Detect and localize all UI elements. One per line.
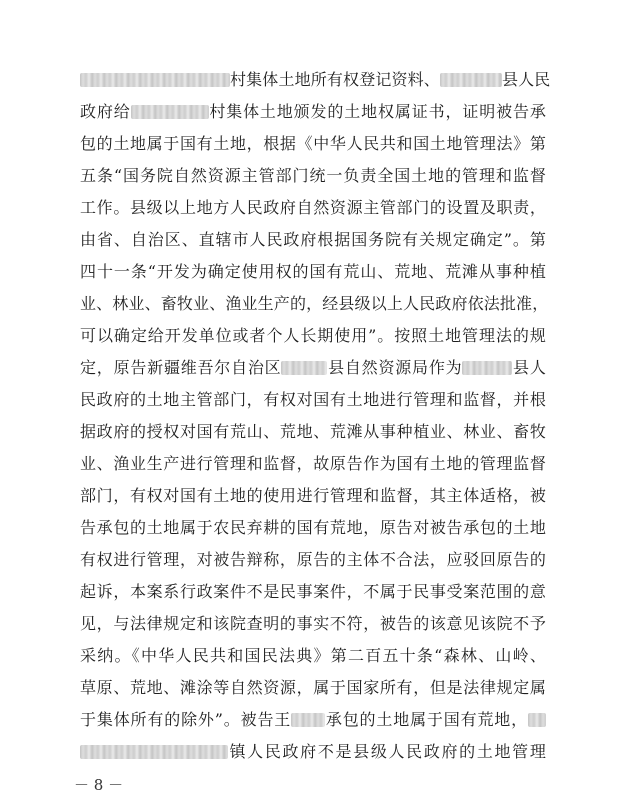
text-line-20 <box>80 678 546 698</box>
text-line-1 <box>80 70 551 90</box>
text-line-10 <box>80 358 546 378</box>
text-line-18 <box>80 614 546 634</box>
text-segment: 于集体所有的除外”。被告王 <box>80 710 292 729</box>
text-segment: 起诉，本案系行政案件不是民事案件，不属于民事受案范围的意 <box>80 582 546 601</box>
redaction-block <box>528 713 546 727</box>
text-segment: 有权进行管理，对被告辩称，原告的主体不合法，应驳回原告的 <box>80 550 546 569</box>
redaction-block <box>80 745 228 759</box>
text-line-12 <box>80 422 546 442</box>
text-segment: 定，原告新疆维吾尔自治区 <box>80 358 282 377</box>
redaction-block <box>281 361 327 375</box>
redaction-block <box>462 361 512 375</box>
text-line-17 <box>80 582 546 602</box>
text-line-22 <box>80 742 546 762</box>
text-line-5 <box>80 198 546 218</box>
text-segment: 部门，有权对国有土地的使用进行管理和监督，其主体适格，被 <box>80 486 546 505</box>
text-segment: 五条“国务院自然资源主管部门统一负责全国土地的管理和监督 <box>80 166 546 185</box>
text-segment: 业、林业、畜牧业、渔业生产的，经县级以上人民政府依法批准， <box>80 294 549 313</box>
text-segment: 由省、自治区、直辖市人民政府根据国务院有关规定确定”。第 <box>80 230 546 249</box>
text-segment: 县人 <box>512 358 546 377</box>
text-line-7 <box>80 262 546 282</box>
text-segment: 采纳。《中华人民共和国民法典》第二百五十条“森林、山岭、 <box>80 646 546 665</box>
text-segment: 民政府的土地主管部门，有权对国有土地进行管理和监督，并根 <box>80 390 546 409</box>
text-line-14 <box>80 486 546 506</box>
text-line-21 <box>80 710 546 730</box>
page-number: － 8 － <box>74 776 124 794</box>
text-line-11 <box>80 390 546 410</box>
text-segment: 四十一条“开发为确定使用权的国有荒山、荒地、荒滩从事种植 <box>80 262 546 281</box>
text-segment: 草原、荒地、滩涂等自然资源，属于国家所有，但是法律规定属 <box>80 678 546 697</box>
redaction-block <box>131 105 209 119</box>
text-line-4 <box>80 166 546 186</box>
text-segment: 县人民 <box>501 70 551 89</box>
text-line-13 <box>80 454 546 474</box>
text-segment: 可以确定给开发单位或者个人长期使用”。按照土地管理法的规 <box>80 326 546 345</box>
text-line-8 <box>80 294 549 314</box>
text-segment: 工作。县级以上地方人民政府自然资源主管部门的设置及职责， <box>80 198 546 217</box>
redaction-block <box>291 713 325 727</box>
text-line-9 <box>80 326 546 346</box>
redaction-block <box>440 73 502 87</box>
text-line-2 <box>80 102 546 122</box>
text-segment: 政府给 <box>80 102 131 121</box>
text-segment: 村集体土地所有权登记资料、 <box>230 70 440 89</box>
text-line-6 <box>80 230 546 250</box>
text-segment: 镇人民政府不是县级人民政府的土地管理 <box>228 742 546 761</box>
text-segment: 据政府的授权对国有荒山、荒地、荒滩从事种植业、林业、畜牧 <box>80 422 546 441</box>
text-line-15 <box>80 518 546 538</box>
text-segment: 告承包的土地属于农民弃耕的国有荒地，原告对被告承包的土地 <box>80 518 546 537</box>
redaction-block <box>80 73 230 87</box>
text-segment: 业、渔业生产进行管理和监督，故原告作为国有土地的管理监督 <box>80 454 546 473</box>
text-line-19 <box>80 646 546 666</box>
text-segment: 承包的土地属于国有荒地， <box>325 710 528 729</box>
text-segment: 见，与法律规定和该院查明的事实不符，被告的该意见该院不予 <box>80 614 546 633</box>
text-segment: 县自然资源局作为 <box>327 358 463 377</box>
text-line-16 <box>80 550 546 570</box>
text-segment: 村集体土地颁发的土地权属证书，证明被告承 <box>208 102 546 121</box>
text-segment: 包的土地属于国有土地，根据《中华人民共和国土地管理法》第 <box>80 134 546 153</box>
text-line-3 <box>80 134 546 154</box>
